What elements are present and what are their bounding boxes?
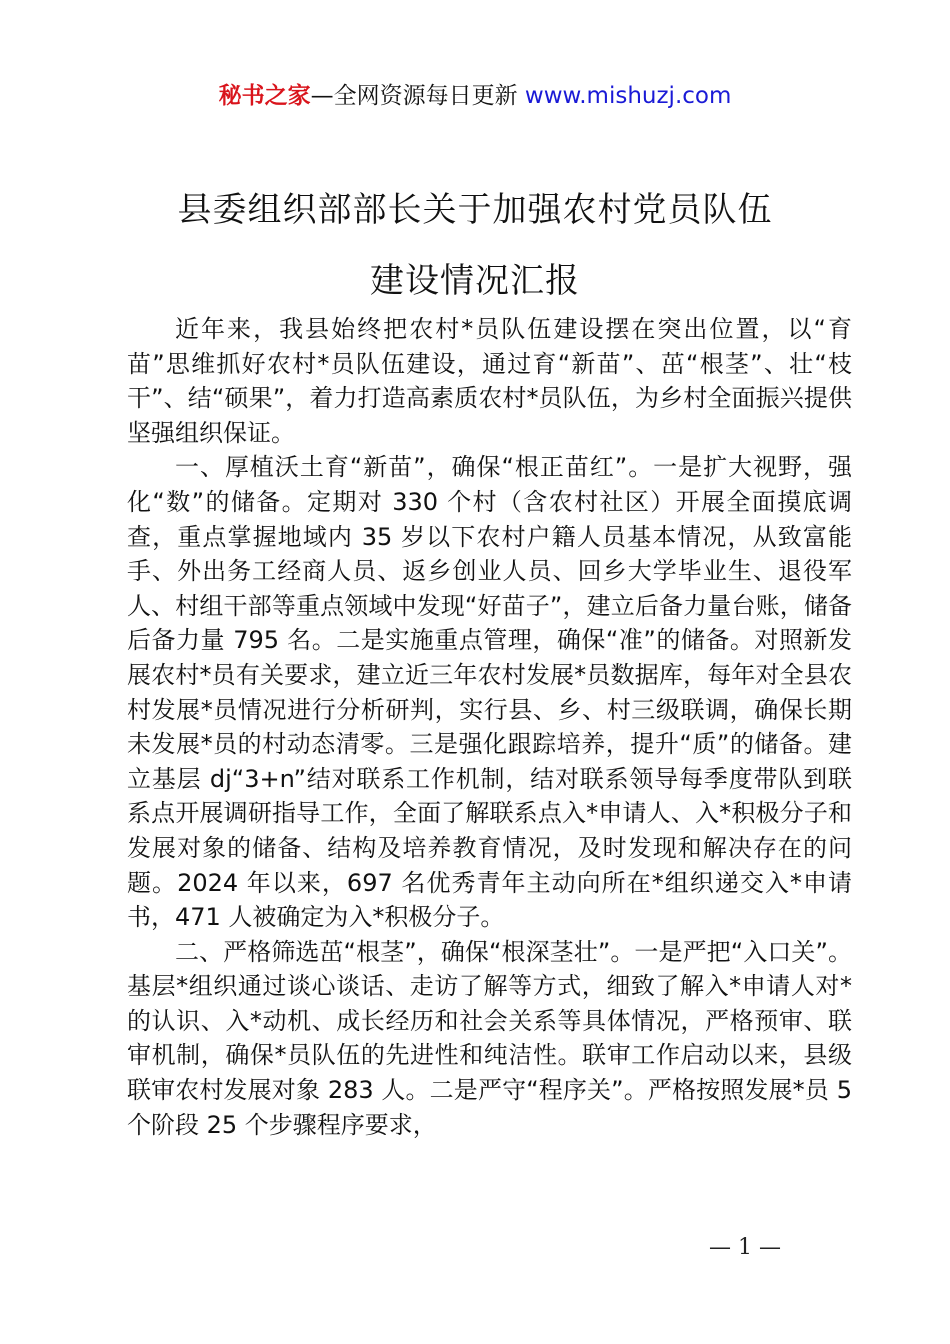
intro-paragraph: 近年来，我县始终把农村*员队伍建设摆在突出位置，以“育苗”思维抓好农村*员队伍建设，通过育“新苗”、茁“根茎”、壮“枝干”、结“硕果”，着力打造高素质农村*员队伍，为乡村全面振兴提供坚强组织保证。 (127, 315, 852, 447)
page-number: — 1 — (709, 1235, 781, 1260)
brand-name[interactable]: 秘书之家 (218, 83, 311, 109)
document-body (127, 312, 852, 1142)
document-title-line-2: 建设情况汇报 (370, 261, 580, 301)
site-header (0, 80, 950, 112)
section-two-paragraph: 二、严格筛选茁“根茎”，确保“根深茎壮”。一是严把“入口关”。基层*组织通过谈心谈话、走访了解等方式，细致了解入*申请人对*的认识、入*动机、成长经历和社会关系等具体情况，严格预审、联审机制，确保*员队伍的先进性和纯洁性。联审工作启动以来，县级联审农村发展对象 283 人。二是严守“程序关”。严格按照发展*员 5 个阶段 25 个步骤程序要求， (127, 937, 852, 1139)
document-title-line-1: 县委组织部部长关于加强农村党员队伍 (177, 190, 773, 230)
header-tagline: —全网资源每日更新 (310, 83, 525, 109)
site-url-link[interactable]: www.mishuzj.com (524, 83, 732, 109)
section-one-paragraph: 一、厚植沃土育“新苗”，确保“根正苗红”。一是扩大视野，强化“数”的储备。定期对 330 个村（含农村社区）开展全面摸底调查，重点掌握地域内 35 岁以下农村户籍人员基本情况，从致富能手、外出务工经商人员、返乡创业人员、回乡大学毕业生、退役军人、村组干部等重点领域中发现“好苗子”，建立后备力量台账，储备后备力量 795 名。二是实施重点管理，确保“准”的储备。对照新发展农村*员有关要求，建立近三年农村发展*员数据库，每年对全县农村发展*员情况进行分析研判，实行县、乡、村三级联调，确保长期未发展*员的村动态清零。三是强化跟踪培养，提升“质”的储备。建立基层 dj“3+n”结对联系工作机制，结对联系领导每季度带队到联系点开展调研指导工作，全面了解联系点入*申请人、入*积极分子和发展对象的储备、结构及培养教育情况，及时发现和解决存在的问题。2024 年以来，697 名优秀青年主动向所在*组织递交入*申请书，471 人被确定为入*积极分子。 (127, 453, 852, 932)
